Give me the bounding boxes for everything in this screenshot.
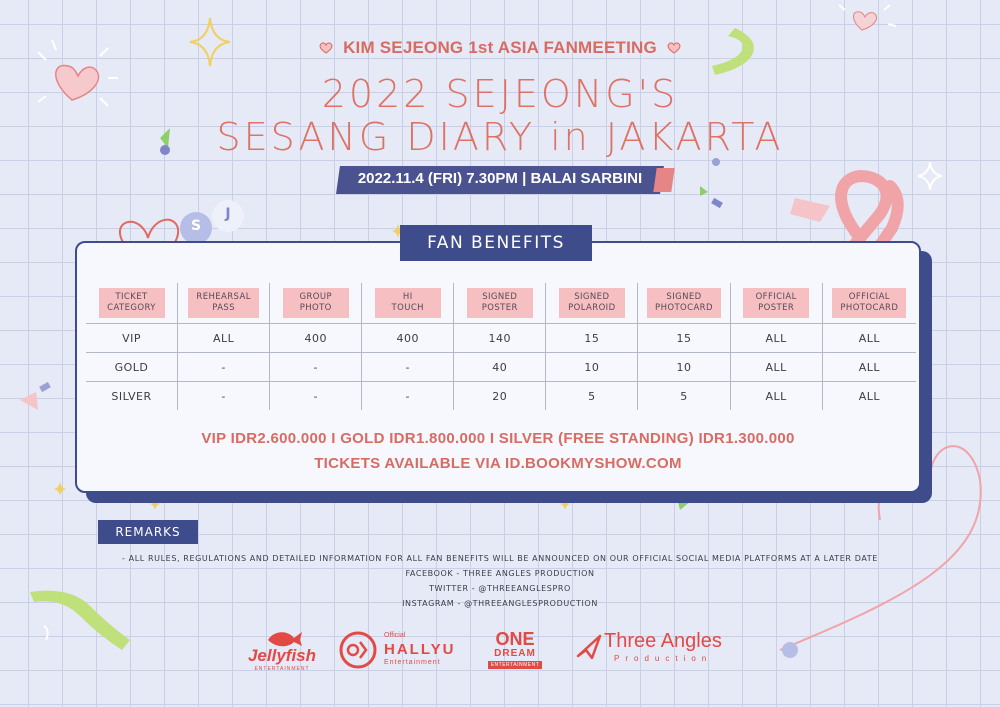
fish-icon <box>246 628 318 648</box>
column-header-line: SIGNED <box>574 292 610 302</box>
table-header-row <box>86 283 916 324</box>
dot-icon <box>712 158 720 166</box>
jellyfish-logo-text: Jellyfish <box>247 646 317 665</box>
column-header-line: TOUCH <box>391 303 424 313</box>
triangle-icon <box>700 186 708 196</box>
table-cell: ALL <box>730 382 822 411</box>
date-venue: 2022.11.4 (FRI) 7.30PM | BALAI SARBINI <box>357 170 643 187</box>
column-header <box>454 283 546 324</box>
column-header-label <box>559 288 625 318</box>
table-row-vip <box>86 324 916 353</box>
column-header-line: CATEGORY <box>107 303 156 313</box>
column-header-line: SIGNED <box>666 292 702 302</box>
table-cell: ALL <box>822 353 916 382</box>
table-cell: - <box>178 353 270 382</box>
remark-line: TWITTER - @THREEANGLESPRO <box>429 584 571 593</box>
heart-doodle-icon <box>839 5 896 30</box>
doodle-icon <box>44 626 48 640</box>
column-header-label <box>647 288 721 318</box>
table-cell: ALL <box>178 324 270 353</box>
column-header-line: OFFICIAL <box>755 292 797 302</box>
ticket-link: TICKETS AVAILABLE VIA ID.BOOKMYSHOW.COM <box>314 455 682 472</box>
table-cell: ALL <box>730 353 822 382</box>
column-header-line: POLAROID <box>568 303 616 313</box>
three-angles-logo-sub: Production <box>614 654 713 663</box>
column-header <box>86 283 178 324</box>
remark-line: - ALL RULES, REGULATIONS AND DETAILED INFORMATION FOR ALL FAN BENEFITS WILL BE ANNOUNCED ON OUR OFFICIAL SOCIAL MEDIA PLATFORMS AT A LATER DATE <box>122 554 878 563</box>
column-header-line: PHOTO <box>299 303 332 313</box>
column-header-label <box>99 288 165 318</box>
onedream-logo-sub: ENTERTAINMENT <box>488 661 542 669</box>
table-cell: - <box>270 353 362 382</box>
column-header-line: PHOTOCARD <box>840 303 899 313</box>
heart-icon <box>667 42 681 54</box>
hallyu-logo <box>338 630 462 672</box>
table-cell: SILVER <box>86 382 178 411</box>
table-row-gold <box>86 353 916 382</box>
column-header <box>638 283 730 324</box>
table-cell: - <box>178 382 270 411</box>
event-supertitle <box>0 38 1000 58</box>
remark-line: INSTAGRAM - @THREEANGLESPRODUCTION <box>402 599 598 608</box>
onedream-logo <box>484 630 546 672</box>
column-header <box>270 283 362 324</box>
column-header-line: OFFICIAL <box>848 292 890 302</box>
supertitle-text: KIM SEJEONG 1st ASIA FANMEETING <box>343 38 657 57</box>
ticket-prices: VIP IDR2.600.000 I GOLD IDR1.800.000 I SILVER (FREE STANDING) IDR1.300.000 <box>201 430 795 447</box>
table-cell: 5 <box>638 382 730 411</box>
column-header-label <box>283 288 349 318</box>
benefits-table <box>86 283 916 410</box>
table-cell: GOLD <box>86 353 178 382</box>
table-cell: 400 <box>270 324 362 353</box>
table-cell: 40 <box>454 353 546 382</box>
table-cell: - <box>362 353 454 382</box>
heart-icon <box>319 42 333 54</box>
column-header <box>178 283 270 324</box>
table-cell: ALL <box>730 324 822 353</box>
column-header-line: PASS <box>212 303 236 313</box>
table-row-silver <box>86 382 916 411</box>
dot-icon <box>782 642 798 658</box>
onedream-logo-line2: DREAM <box>494 648 536 659</box>
table-cell: ALL <box>822 382 916 411</box>
table-cell: 20 <box>454 382 546 411</box>
column-header <box>362 283 454 324</box>
column-header-line: TICKET <box>115 292 148 302</box>
column-header-label <box>832 288 906 318</box>
table-cell: ALL <box>822 324 916 353</box>
table-cell: 15 <box>638 324 730 353</box>
table-cell: 15 <box>546 324 638 353</box>
confetti-icon <box>711 198 723 208</box>
column-header-label <box>743 288 809 318</box>
column-header-line: PHOTOCARD <box>655 303 713 313</box>
table-cell: 5 <box>546 382 638 411</box>
sparkle-icon <box>54 482 66 496</box>
jellyfish-logo-sub: ENTERTAINMENT <box>254 666 310 672</box>
table-cell: 400 <box>362 324 454 353</box>
three-angles-logo-text: Three Angles <box>604 630 722 652</box>
hallyu-official-text: Official <box>384 632 406 639</box>
column-header <box>546 283 638 324</box>
hallyu-logo-sub: Entertainment <box>384 659 441 666</box>
column-header-label <box>188 288 258 318</box>
table-cell: 10 <box>638 353 730 382</box>
hallyu-emblem-icon <box>338 630 378 670</box>
table-cell: - <box>362 382 454 411</box>
fan-benefits-title: FAN BENEFITS <box>400 225 592 261</box>
remark-line: FACEBOOK - THREE ANGLES PRODUCTION <box>405 569 595 578</box>
column-header-line: HI <box>402 292 413 302</box>
column-header <box>822 283 916 324</box>
sticker-letter-j: J <box>225 206 231 222</box>
table-cell: 140 <box>454 324 546 353</box>
sparkle-icon <box>918 162 942 190</box>
event-title-line2: SESANG DIARY in JAKARTA <box>216 115 784 159</box>
three-angles-logo <box>574 628 734 670</box>
column-header-line: POSTER <box>481 303 518 313</box>
table-cell: - <box>270 382 362 411</box>
remarks-title: REMARKS <box>98 520 198 544</box>
table-cell: VIP <box>86 324 178 353</box>
jellyfish-logo <box>246 628 318 678</box>
table-cell: 10 <box>546 353 638 382</box>
column-header-line: REHEARSAL <box>196 292 251 302</box>
column-header-label <box>467 288 533 318</box>
column-header-line: POSTER <box>758 303 795 313</box>
three-angles-emblem-icon <box>574 632 604 662</box>
column-header-line: SIGNED <box>482 292 518 302</box>
event-title-line1: 2022 SEJEONG'S <box>321 72 679 116</box>
column-header-label <box>375 288 441 318</box>
column-header <box>730 283 822 324</box>
onedream-logo-line1: ONE <box>495 629 535 649</box>
sticker-letter-s: S <box>190 218 202 234</box>
hallyu-logo-text: HALLYU <box>384 641 456 658</box>
confetti-icon <box>20 392 38 410</box>
column-header-line: GROUP <box>299 292 332 302</box>
confetti-icon <box>39 382 51 392</box>
